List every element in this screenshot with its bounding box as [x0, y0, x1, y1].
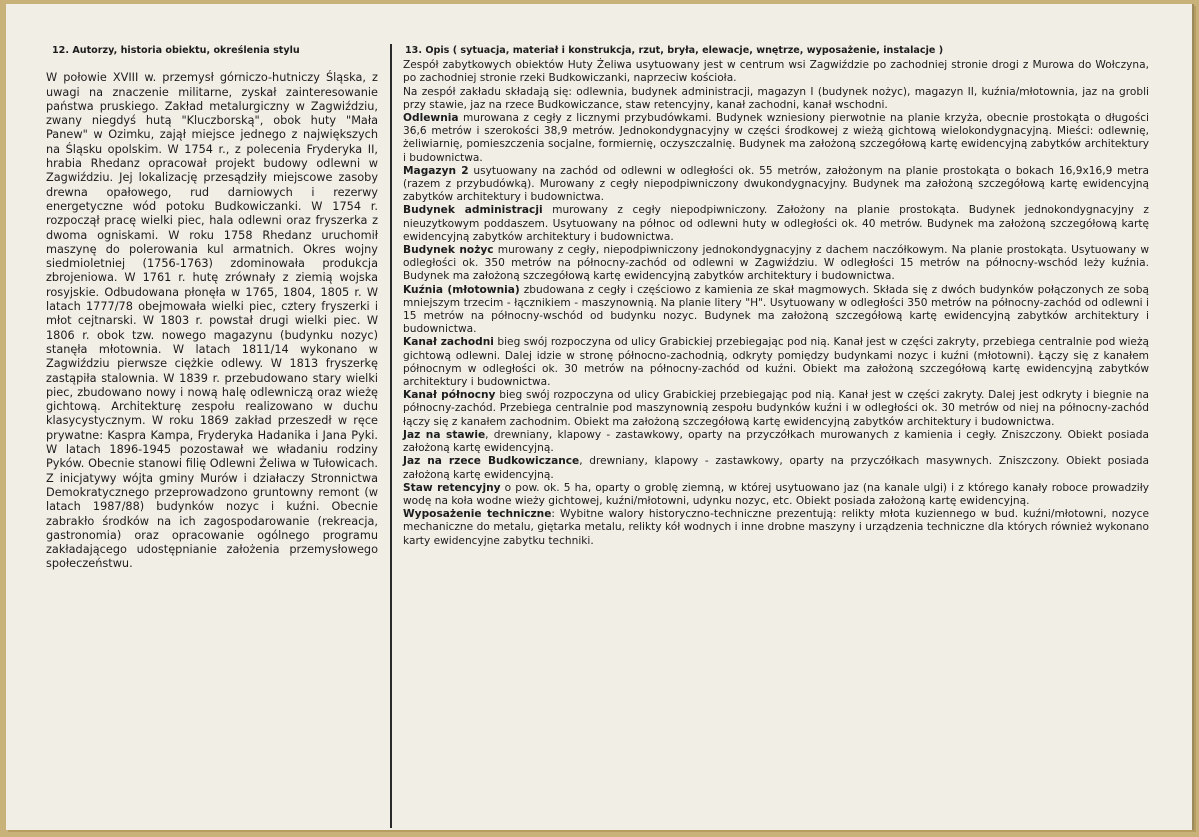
description-paragraph	[403, 284, 1149, 337]
paragraph-text: Zespół zabytkowych obiektów Huty Żeliwa usytuowany jest w centrum wsi Zagwiździe po zachodniej stronie drogi z Murowa do Wołczyna, po zachodniej stronie rzeki Budkowiczanki, naprzeciw kościoła.	[403, 59, 1149, 85]
description-paragraph	[403, 429, 1149, 455]
paragraph-text: o pow. ok. 5 ha, oparty o groblę ziemną, w której usytuowano jaz (na kanale ulgi) i z którego kanały roboce prowadziły wodę na koła wodne wieży gichtowej, kuźni/młotowni, udynku nozyc, etc. Obiekt posiada założoną kartę ewidencyjną.	[403, 481, 1149, 507]
paragraph-text: murowany z cegły, niepodpiwniczony jednokondygnacyjny z dachem naczółkowym. Na planie prostokąta. Usytuowany w odległości ok. 350 metrów na północny-zachód od odlewni w Zagwiździu. W odległości 15 metrów na północny-wschód leży kuźnia. Budynek ma założoną szczegółową kartę ewidencyjną zabytków architektury i budownictwa.	[403, 244, 1149, 283]
description-column	[403, 44, 1149, 548]
paragraph-lead: Kanał zachodni	[403, 336, 494, 349]
paragraph-lead: Wyposażenie techniczne	[403, 508, 552, 521]
column-divider	[390, 44, 392, 828]
paragraph-text: : Wybitne walory historyczno-techniczne prezentują: relikty młota kuziennego w bud. kuźni/młotowni, nozyce mechaniczne do metalu, giętarka metalu, relikty kół wodnych i inne drobne maszyny i urządzenia techniczne dla których również wykonano karty ewidencyjne zabytku techniki.	[403, 508, 1149, 547]
description-paragraph	[403, 389, 1149, 429]
description-paragraph	[403, 508, 1149, 548]
description-paragraph	[403, 204, 1149, 244]
paragraph-text: bieg swój rozpoczyna od ulicy Grabickiej przebiegając pod nią. Kanał jest w części zakryty, przebiega centralnie pod wieżą gichtową odlewni. Dalej idzie w stronę północno-zachodnią, odkryty pomiędzy budynkami nozyc i kuźni (młotowni). Łączy się z kanałem północnym w odległości ok. 30 metrów na północny-zachód od kuźni. Obiekt ma założoną szczegółową kartę ewidencyjną zabytków architektury i budownictwa.	[403, 336, 1149, 389]
history-text: W połowie XVIII w. przemysł górniczo-hutniczy Śląska, z uwagi na znaczenie militarne, zyskał zainteresowanie państwa pruskiego. Zakład metalurgiczny w Zagwiździu, zwany niegdyś hutą "Kluczborską", obok huty "Mała Panew" w Ozimku, zajął miejsce jednego z największych na Śląsku opolskim. W 1754 r., z polecenia Fryderyka II, hrabia Rhedanz opracował projekt budowy odlewni w Zagwiździu. Jej lokalizację przesądziły miejscowe zasoby drewna opałowego, rud darniowych i rezerwy energetyczne wód potoku Budkowiczanki. W 1754 r. rozpoczął pracę wielki piec, hala odlewni oraz fryszerka z dwoma ogniskami. W roku 1758 Rhedanz uruchomił maszynę do polerowania kul armatnich. Okres wojny siedmioletniej (1756-1763) zdominowała produkcja zbrojeniowa. W 1761 r. hutę zrównały z ziemią wojska rosyjskie. Odbudowana płonęła w 1765, 1804, 1805 r. W latach 1777/78 obejmowała wielki piec, cztery fryszerki i młot cejtnarski. W 1803 r. powstał drugi wielki piec. W 1806 r. obok tzw. nowego magazynu (budynku nozyc) stanęła młotownia. W latach 1811/14 wykonano w Zagwiździu pierwsze ciężkie odlewy. W 1813 fryszerkę zastąpiła stalownia. W 1839 r. przebudowano stary wielki piec, zbudowano nowy i nową halę odlewniczą oraz wieżę gichtową. Architekturę zespołu realizowano w duchu klasycystycznym. W roku 1869 zakład przeszedł w ręce prywatne: Kaspra Kampa, Fryderyka Hadanika i Jana Pyki. W latach 1896-1945 pozostawał we władaniu rodziny Pyków. Obecnie stanowi filię Odlewni Żeliwa w Tułowicach. Z inicjatywy wójta gminy Murów i działaczy Stronnictwa Demokratycznego przeprowadzono gruntowny remont (w latach 1987/88) budynków nozyc i kuźni. Obecnie zabrakło środków na ich zagospodarowanie (rekreacja, gastronomia) oraz opracowanie ogólnego programu zakładającego udostępnianie założenia przemysłowego społeczeństwu.	[46, 71, 378, 571]
description-paragraph	[403, 455, 1149, 481]
paragraph-lead: Kanał północny	[403, 389, 496, 402]
description-paragraph	[403, 165, 1149, 205]
description-paragraph	[403, 59, 1149, 85]
paragraph-text: bieg swój rozpoczyna od ulicy Grabickiej przebiegając pod nią. Kanał jest w części zakryty. Dalej jest odkryty i biegnie na północny-zachód. Przebiega centralnie pod maszynownią zespołu budynków kuźni i w odległości ok. 30 metrów od niej na północny-zachód łączy się z kanałem zachodnim. Obiekt ma założoną szczegółową kartę ewidencyjną zabytków architektury i budownictwa.	[403, 389, 1149, 428]
paragraph-text: Na zespół zakładu składają się: odlewnia, budynek administracji, magazyn I (budynek nożyc), magazyn II, kuźnia/młotownia, jaz na grobli przy stawie, jaz na rzece Budkowiczance, staw retencyjny, kanał zachodni, kanał wschodni.	[403, 85, 1149, 111]
paragraph-text: zbudowana z cegły i częściowo z kamienia ze skał magmowych. Składa się z dwóch budynków połączonych ze sobą mniejszym trzecim - łącznikiem - maszynownią. Na planie litery "H". Usytuowany w odległości 350 metrów na północny-zachód od odlewni i 15 metrów na północny-wschód od budynku nozyc. Budynek ma założoną szczegółową kartę ewidencyjną zabytków architektury i budownictwa.	[403, 283, 1149, 336]
history-heading: 12. Autorzy, historia obiektu, określenia stylu	[52, 45, 300, 56]
description-heading: 13. Opis ( sytuacja, materiał i konstrukcja, rzut, bryła, elewacje, wnętrze, wyposażenie, instalacje )	[405, 45, 944, 56]
paragraph-text: usytuowany na zachód od odlewni w odległości ok. 55 metrów, założonym na planie prostokąta o bokach 16,9x16,9 metra (razem z przybudówką). Murowany z cegły niepodpiwniczony dwukondygnacyjny. Budynek ma założoną szczegółową kartę ewidencyjną zabytków architektury i budownictwa.	[403, 164, 1149, 204]
history-column	[46, 44, 378, 572]
paragraph-lead: Budynek nożyc	[403, 244, 494, 257]
paragraph-lead: Staw retencyjny	[403, 481, 501, 494]
paragraph-lead: Budynek administracji	[403, 204, 543, 217]
paragraph-lead: Magazyn 2	[403, 164, 469, 177]
paragraph-text: , drewniany, klapowy - zastawkowy, oparty na przyczółkach masywnych. Zniszczony. Obiekt posiada założoną kartę ewidencyjną.	[403, 455, 1149, 481]
paragraph-text: murowany z cegły niepodpiwniczony. Założony na planie prostokąta. Budynek jednokondygnacyjny z nieuzytkowym poddaszem. Usytuowany na północ od odlewni huty w odległości ok. 40 metrów. Budynek ma założoną szczegółową kartę ewidencyjną zabytków architektury i budownictwa.	[403, 204, 1149, 243]
description-paragraph	[403, 112, 1149, 165]
paragraph-text: murowana z cegły z licznymi przybudówkami. Budynek wzniesiony pierwotnie na planie krzyża, obecnie prostokąta o długości 36,6 metrów i szerokości 38,9 metrów. Jednokondygnacyjny w części środkowej z wieżą gichtową wielokondygnacyjną. Mieści: odlewnię, żeliwiarnię, pomieszczenia socjalne, formiernię, oczyszczalnię. Budynek ma założoną szczegółową kartę ewidencyjną zabytków architektury i budownictwa.	[403, 112, 1149, 164]
paragraph-lead: Odlewnia	[403, 112, 459, 125]
description-paragraph	[403, 86, 1149, 112]
paragraph-lead: Kuźnia (młotownia)	[403, 283, 520, 296]
description-paragraph	[403, 482, 1149, 508]
paragraph-lead: Jaz na rzece Budkowiczance	[403, 455, 580, 468]
document-sheet	[6, 4, 1194, 830]
paragraph-text: , drewniany, klapowy - zastawkowy, oparty na przyczółkach murowanych z kamienia i cegły. Zniszczony. Obiekt posiada założoną kartę ewidencyjną.	[403, 428, 1150, 455]
description-paragraph	[403, 244, 1149, 284]
description-paragraph	[403, 336, 1149, 389]
paragraph-lead: Jaz na stawie	[403, 428, 486, 441]
